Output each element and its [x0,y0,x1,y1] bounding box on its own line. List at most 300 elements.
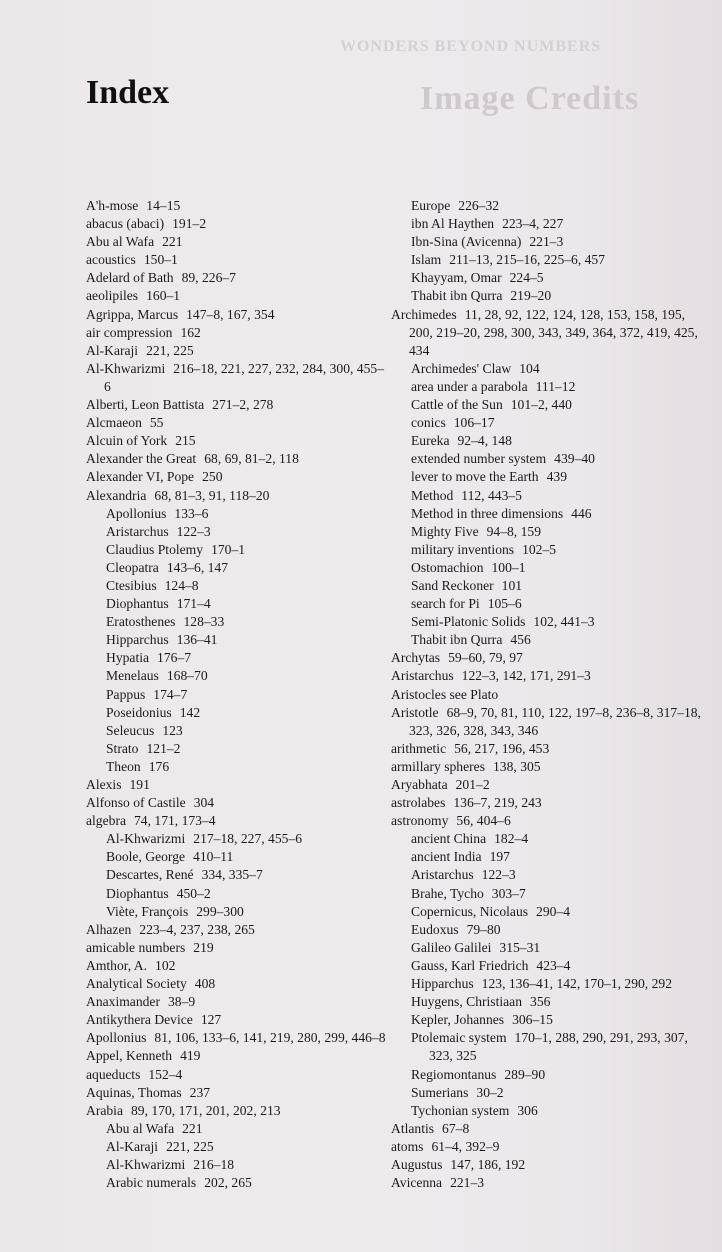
index-term: Diophantus [106,885,169,901]
index-term: Cattle of the Sun [411,397,503,413]
index-page-numbers: 81, 106, 133–6, 141, 219, 280, 299, 446–8 [154,1030,386,1046]
index-page-numbers: 201–2 [455,777,490,792]
index-page-numbers: 290–4 [536,903,571,919]
index-term: Galileo Galilei [411,939,492,955]
index-subentry [391,866,709,884]
index-term: Ctesibius [106,577,157,593]
index-page-numbers: 68, 69, 81–2, 118 [204,451,299,467]
index-term: Alcmaeon [86,415,142,431]
index-term: Eudoxus [411,921,459,937]
index-subentry [391,939,709,957]
index-entry [86,1066,386,1084]
index-entry [391,1174,709,1192]
index-term: search for Pi [411,596,480,612]
index-term: Hypatia [106,650,150,666]
index-term: acoustics [86,252,136,268]
index-subentry [86,541,386,559]
index-entry [86,360,386,396]
index-page-numbers: 68, 81–3, 91, 118–20 [154,487,270,503]
index-term: Atlantis [391,1120,435,1136]
index-term: Pappus [106,686,146,702]
index-subentry [391,577,709,595]
index-page-numbers: 111–12 [535,378,576,394]
index-term: Arabia [86,1102,123,1118]
index-term: Aristarchus [106,523,169,539]
index-subentry [86,1138,386,1156]
index-subentry [86,866,386,884]
index-entry [86,1102,386,1120]
index-page-numbers: 160–1 [146,288,181,304]
index-page-numbers: 123, 136–41, 142, 170–1, 290, 292 [481,976,672,992]
index-page-numbers: 105–6 [487,596,522,612]
index-entry [391,740,709,758]
index-entry [391,667,709,685]
index-term: ancient China [411,831,487,847]
index-term: Arabic numerals [106,1175,197,1191]
index-page-numbers: 101–2, 440 [510,397,572,413]
index-page-numbers: 221–3 [529,234,564,250]
index-page-numbers: 221 [162,234,183,250]
index-term: Ptolemaic system [411,1030,507,1046]
index-page-numbers: 191–2 [172,216,207,232]
index-entry [86,1047,386,1065]
index-term: Alexander VI, Pope [86,469,195,485]
index-page-numbers: 56, 217, 196, 453 [454,740,550,756]
index-page-numbers: 143–6, 147 [166,559,229,575]
index-term: Al-Karaji [86,342,139,358]
index-entry [391,306,709,360]
index-subentry [391,903,709,921]
index-term: Amthor, A. [86,957,148,973]
index-entry [391,794,709,812]
index-term: Copernicus, Nicolaus [411,903,529,919]
index-page-numbers: 221, 225 [146,342,194,358]
index-entry [86,993,386,1011]
index-entry [391,649,709,667]
index-subentry [391,505,709,523]
index-page-numbers: 304 [193,795,215,811]
index-subentry [391,957,709,975]
index-page-numbers: 123 [162,722,183,738]
index-term: lever to move the Earth [411,469,539,485]
index-term: military inventions [411,541,515,557]
index-subentry [391,287,709,305]
index-term: Cleopatra [106,559,159,575]
index-page-numbers: 299–300 [196,903,244,919]
index-page-numbers: 408 [194,976,216,992]
index-term: Islam [411,252,442,268]
index-subentry [391,559,709,577]
index-subentry [86,505,386,523]
index-page-numbers: 419 [180,1048,201,1064]
index-term: Ostomachion [411,559,484,575]
index-entry [86,921,386,939]
index-term: algebra [86,813,126,829]
index-entry [86,957,386,975]
index-term: Aryabhata [391,777,448,792]
index-page-numbers: 216–18, 221, 227, 232, 284, 300, 455–6 [104,360,384,394]
index-term: Thabit ibn Qurra [411,288,503,304]
index-page-numbers: 168–70 [166,668,208,684]
index-term: Method in three dimensions [411,505,564,521]
index-term: astronomy [391,813,449,829]
index-page-numbers: 124–8 [164,577,199,593]
index-entry [391,758,709,776]
index-entry [86,414,386,432]
index-term: Eureka [411,433,450,449]
index-page-numbers: 128–33 [183,614,225,630]
index-subentry [391,1011,709,1029]
index-entry [86,1084,386,1102]
index-term: arithmetic [391,740,447,756]
index-page-numbers: 439–40 [554,451,595,467]
index-column-right [391,197,709,1192]
index-term: aeolipiles [86,288,139,304]
index-page-numbers: 334, 335–7 [201,867,263,883]
index-subentry [391,215,709,233]
index-page-numbers: 147, 186, 192 [450,1156,526,1172]
index-page-numbers: 74, 171, 173–4 [134,813,216,829]
index-entry [86,468,386,486]
index-page-numbers: 221, 225 [166,1138,214,1154]
index-term: amicable numbers [86,939,186,955]
index-page-numbers: 102 [155,957,176,973]
index-subentry [86,649,386,667]
index-page-numbers: 136–7, 219, 243 [453,795,542,811]
index-page-numbers: 170–1, 288, 290, 291, 293, 307, 323, 325 [429,1030,688,1064]
index-term: Menelaus [106,668,159,684]
index-page-numbers: 152–4 [148,1066,183,1082]
index-entry [86,233,386,251]
index-term: Alfonso of Castile [86,795,186,811]
index-entry [391,1156,709,1174]
index-page-numbers: 410–11 [193,849,234,865]
index-subentry [391,975,709,993]
index-page-numbers: 61–4, 392–9 [431,1138,500,1154]
index-entry [86,215,386,233]
index-term: Abu al Wafa [86,234,155,250]
index-term: ibn Al Haythen [411,216,495,232]
index-term: Alexis [86,777,122,792]
index-page-numbers: 100–1 [491,559,526,575]
index-term: air compression [86,324,173,340]
index-term: Khayyam, Omar [411,270,502,286]
index-page-numbers: 170–1 [211,541,246,557]
index-column-left [86,197,386,1192]
index-subentry [391,1029,709,1065]
index-page-numbers: 133–6 [174,505,209,521]
index-term: Alberti, Leon Battista [86,397,205,413]
index-subentry [86,903,386,921]
index-entry [86,306,386,324]
index-entry [86,197,386,215]
index-term: Strato [106,740,139,756]
index-page-numbers: 122–3 [176,523,211,539]
index-entry [391,1138,709,1156]
index-term: conics [411,415,446,431]
index-page-numbers: 356 [530,994,551,1010]
index-term: abacus (abaci) [86,216,165,232]
index-subentry [391,541,709,559]
index-subentry [86,1174,386,1192]
index-entry [86,975,386,993]
index-term: Alhazen [86,921,132,937]
index-page-numbers: 176 [148,758,170,774]
index-page-numbers: 14–15 [146,198,181,213]
index-page-numbers: 202, 265 [204,1175,252,1191]
index-page-numbers: 171–4 [176,596,211,612]
index-page-numbers: 182–4 [494,831,529,847]
index-entry [86,487,386,505]
index-page-numbers: 89, 170, 171, 201, 202, 213 [131,1102,281,1118]
index-page-numbers: 142 [179,704,201,720]
index-term: Diophantus [106,596,169,612]
index-subentry [391,1102,709,1120]
index-page-numbers: 112, 443–5 [461,487,522,503]
index-page-numbers: 250 [202,469,223,485]
index-page-numbers: 67–8 [442,1120,470,1136]
index-page-numbers: 423–4 [536,957,571,973]
index-term: Alexander the Great [86,451,197,467]
index-subentry [391,432,709,450]
index-page-numbers: 306–15 [512,1012,553,1028]
index-page-numbers: 150–1 [143,252,178,268]
index-page-numbers: 219 [193,939,214,955]
index-subentry [391,233,709,251]
index-entry [86,324,386,342]
index-term: Method [411,487,454,503]
index-page-numbers: 101 [501,577,523,593]
index-term: Antikythera Device [86,1012,193,1028]
index-term: Eratosthenes [106,614,176,630]
index-page-numbers: 216–18 [193,1156,235,1172]
index-subentry [391,197,709,215]
bleed-through-header: WONDERS BEYOND NUMBERS [340,38,602,55]
index-entry [86,812,386,830]
index-subentry [391,468,709,486]
index-page-numbers: 221–3 [450,1175,485,1191]
index-page-numbers: 224–5 [509,270,544,286]
index-term: Descartes, René [106,867,194,883]
index-term: Regiomontanus [411,1066,497,1082]
index-term: Gauss, Karl Friedrich [411,957,529,973]
index-subentry [86,722,386,740]
index-term: Al-Khwarizmi [106,1156,186,1172]
index-page-numbers: 89, 226–7 [181,270,236,286]
index-subentry [391,360,709,378]
index-subentry [391,993,709,1011]
index-page-numbers: 439 [546,469,567,485]
index-page-numbers: 38–9 [167,994,196,1010]
index-term: Aristarchus [391,668,454,684]
index-subentry [391,921,709,939]
index-page-numbers: 217–18, 227, 455–6 [193,831,303,847]
index-entry [391,776,709,794]
index-page-numbers: 197 [489,849,510,865]
index-page-numbers: 223–4, 227 [502,216,564,232]
index-subentry [86,613,386,631]
index-term: armillary spheres [391,758,485,774]
index-page-numbers: 237 [189,1084,211,1100]
index-page-numbers: 191 [129,777,150,792]
index-term: Archytas [391,650,441,666]
index-subentry [391,595,709,613]
index-page-numbers: 176–7 [157,650,192,666]
index-entry [86,776,386,794]
index-subentry [86,1156,386,1174]
index-page-numbers: 162 [180,324,201,340]
index-subentry [391,396,709,414]
index-term: Aristocles see Plato [391,686,499,702]
index-page-numbers: 122–3 [481,867,516,883]
index-page-numbers: 11, 28, 92, 122, 124, 128, 153, 158, 195, 200, 219–20, 298, 300, 343, 349, 364, 372, 419, 425, 434 [409,306,698,358]
index-term: Al-Karaji [106,1138,159,1154]
index-term: ancient India [411,849,482,865]
index-term: Aquinas, Thomas [86,1084,182,1100]
index-entry [86,1011,386,1029]
index-subentry [86,631,386,649]
index-page-numbers: 221 [182,1120,203,1136]
index-term: Sand Reckoner [411,577,494,593]
index-entry [86,251,386,269]
index-subentry [86,595,386,613]
index-page-numbers: 271–2, 278 [212,397,274,413]
index-heading: Index [86,74,170,111]
index-subentry [86,667,386,685]
index-entry [391,686,709,704]
index-subentry [391,251,709,269]
index-term: Boole, George [106,849,186,865]
index-term: Aristotle [391,704,439,720]
index-page-numbers: 289–90 [504,1066,546,1082]
index-subentry [86,740,386,758]
index-term: Ibn-Sina (Avicenna) [411,234,522,250]
index-term: Sumerians [411,1084,469,1100]
index-subentry [391,269,709,287]
index-page-numbers: 136–41 [176,632,218,648]
index-entry [391,812,709,830]
index-page-numbers: 121–2 [146,740,181,756]
index-entry [86,432,386,450]
index-term: Apollonius [86,1030,147,1046]
bleed-through-title: Image Credits [420,80,640,117]
index-page-numbers: 315–31 [499,939,541,955]
index-subentry [391,414,709,432]
index-entry [391,1120,709,1138]
index-term: Poseidonius [106,704,172,720]
index-term: Analytical Society [86,976,187,992]
index-entry [86,342,386,360]
index-subentry [391,487,709,505]
index-subentry [86,577,386,595]
index-page-numbers: 223–4, 237, 238, 265 [139,921,255,937]
index-term: Viète, François [106,903,189,919]
index-term: astrolabes [391,795,446,811]
index-subentry [86,523,386,541]
index-term: aqueducts [86,1066,141,1082]
index-term: extended number system [411,451,547,467]
index-page-numbers: 450–2 [176,885,211,901]
index-page-numbers: 79–80 [466,921,501,937]
index-term: Anaximander [86,994,160,1010]
index-subentry [391,613,709,631]
index-term: Aristarchus [411,867,474,883]
index-page-numbers: 147–8, 167, 354 [186,306,275,322]
index-subentry [391,523,709,541]
index-term: Kepler, Johannes [411,1012,505,1028]
index-page-numbers: 92–4, 148 [457,433,512,449]
index-term: Seleucus [106,722,155,738]
index-page-numbers: 226–32 [458,198,500,213]
index-term: Al-Khwarizmi [86,360,166,376]
index-page-numbers: 122–3, 142, 171, 291–3 [461,668,591,684]
index-page-numbers: 446 [571,505,592,521]
index-term: Alcuin of York [86,433,168,449]
index-page-numbers: 30–2 [476,1084,504,1100]
index-page-numbers: 56, 404–6 [456,813,511,829]
index-term: Claudius Ptolemy [106,541,204,557]
index-entry [86,450,386,468]
index-term: Abu al Wafa [106,1120,175,1136]
index-page-numbers: 102–5 [522,541,557,557]
index-subentry [391,885,709,903]
index-subentry [86,758,386,776]
index-term: Agrippa, Marcus [86,306,179,322]
index-entry [86,396,386,414]
index-page-numbers: 219–20 [510,288,552,304]
index-entry [391,704,709,740]
index-subentry [86,686,386,704]
index-term: Archimedes' Claw [411,360,512,376]
index-subentry [391,848,709,866]
index-page-numbers: 102, 441–3 [533,614,595,630]
index-term: Brahe, Tycho [411,885,484,901]
index-entry [86,939,386,957]
index-subentry [86,704,386,722]
index-term: Alexandria [86,487,147,503]
index-subentry [391,1066,709,1084]
index-page-numbers: 303–7 [491,885,526,901]
index-entry [86,794,386,812]
index-subentry [86,830,386,848]
index-term: atoms [391,1138,424,1154]
index-page-numbers: 106–17 [453,415,495,431]
index-term: Semi-Platonic Solids [411,614,526,630]
index-term: Apollonius [106,505,167,521]
index-page-numbers: 306 [517,1102,538,1118]
index-page-numbers: 211–13, 215–16, 225–6, 457 [449,252,606,268]
index-subentry [391,1084,709,1102]
index-term: Thabit ibn Qurra [411,632,503,648]
index-term: Adelard of Bath [86,270,174,286]
index-page-numbers: 456 [510,632,531,648]
index-entry [86,1029,386,1047]
index-subentry [391,631,709,649]
index-subentry [391,830,709,848]
index-page-numbers: 127 [200,1012,222,1028]
index-page-numbers: 68–9, 70, 81, 110, 122, 197–8, 236–8, 317–18, 323, 326, 328, 343, 346 [409,704,701,738]
index-page-numbers: 104 [519,360,540,376]
index-subentry [391,378,709,396]
index-term: Tychonian system [411,1102,510,1118]
index-subentry [86,1120,386,1138]
index-term: area under a parabola [411,378,528,394]
index-term: Hipparchus [411,976,474,992]
index-subentry [391,450,709,468]
index-term: Theon [106,758,141,774]
index-page-numbers: 138, 305 [493,758,541,774]
index-term: Hipparchus [106,632,169,648]
